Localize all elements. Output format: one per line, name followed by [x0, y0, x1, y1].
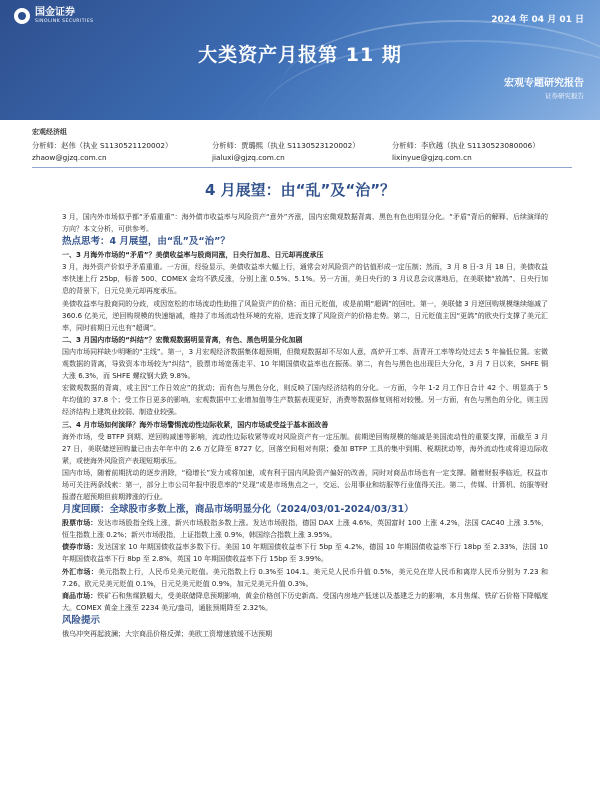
section-heading: 一、3 月海外市场的“矛盾”？美债收益率与股商同涨，日央行加息、日元却再度承压 — [62, 251, 324, 260]
section-paragraph: 国内市场，随着前期扰动的逐步消除，“稳增长”发力或将加速，或有利于国内风险资产偏好的改善，同时对商品市场也有一定支撑。随着财报季临近，权益市场可关注两条线索：第一，部分上市公司年报中股息率的“兑现”或是市场焦点之一，交运、公用事业和纺服等行业值得关注。第二，传媒、计算机、纺服等财报潜在超预期但前期滞涨的行业。 — [62, 468, 548, 502]
review-text: 发达市场股指全线上涨，新兴市场股指多数上涨。发达市场股指，德国 DAX 上涨 4.6%，英国富时 100 上涨 4.2%，法国 CAC40 上涨 3.5%，恒生指数上涨 0.2%；新兴市场股指，上证指数上涨 0.9%，韩国综合指数上涨 3.95%。 — [62, 519, 548, 540]
report-department: 证券研究报告 — [545, 92, 584, 100]
review-label: 股票市场： — [62, 519, 98, 528]
section-heading: 二、3 月国内市场的“纠结”？宏微观数据明显背离，有色、黑色明显分化加剧 — [62, 335, 303, 344]
analyst-3 — [392, 140, 572, 164]
monthly-review-heading: 月度回顾：全球股市多数上涨，商品市场明显分化（2024/03/01-2024/03/31） — [62, 504, 414, 516]
report-type: 宏观专题研究报告 — [504, 78, 584, 89]
analyst-line: 分析师：李欣越（执业 S1130523080006） — [392, 141, 540, 150]
analyst-1 — [32, 140, 212, 164]
logo-en: SINOLINK SECURITIES — [35, 19, 94, 24]
section-paragraph: 宏微观数据的背离，或主因“工作日效应”的扰动；而有色与黑色分化，则反映了国内经济结构的分化。一方面，今年 1-2 月工作日合计 42 个、明显高于 5 年均值的 37.8 个；受工作日更多的影响，宏观数据中工业增加值等生产数据表现更好，消费等数据修复则相对较慢。另一方面，有色与黑色的分化，则主因经济结构上建筑业较弱、制造业较强。 — [62, 384, 548, 417]
analyst-email[interactable]: zhaow@gjzq.com.cn — [32, 153, 107, 162]
logo-icon — [14, 8, 30, 24]
analyst-line: 分析师：贾璐熙（执业 S1130523120002） — [212, 141, 360, 150]
review-text: 发达国家 10 年期国债收益率多数下行。美国 10 年期国债收益率下行 5bp 至 4.2%，德国 10 年期国债收益率下行 18bp 至 2.33%，法国 10 年期国债收益率下行 8bp 至 2.8%，英国 10 年期国债收益率下行 15bp 至 3.99%。 — [62, 543, 548, 564]
document-title: 4 月展望：由“乱”及“治”？ — [204, 181, 396, 199]
report-date: 2024 年 04 月 01 日 — [491, 15, 584, 25]
review-paragraph — [62, 566, 548, 590]
analyst-email[interactable]: jialuxi@gjzq.com.cn — [212, 153, 285, 162]
section-heading: 三、4 月市场如何演绎？海外市场警惕流动性边际收紧，国内市场或受益于基本面改善 — [62, 420, 329, 429]
analyst-email[interactable]: lixinyue@gjzq.com.cn — [392, 153, 472, 162]
review-label: 债券市场： — [62, 543, 98, 552]
review-label: 外汇市场： — [62, 567, 98, 576]
report-banner — [0, 0, 600, 120]
section-paragraph: 美债收益率与股商同的分歧，或因宽松的市场流动性助推了风险资产的价格；而日元贬值，或是前期“超调”的回吐。第一，美联储 3 月逆回购规模继续缩减了 360.6 亿美元，逆回购规模的快速缩减，维持了市场流动性环境的充裕，进而支撑了风险资产的价格走势。第二，日元贬值主因“更鸽”的欧央行支撑了美元汇率，同时前期日元也有“超调”。 — [62, 299, 548, 332]
hot-topic-heading: 热点思考：4 月展望，由“乱”及“治”？ — [62, 236, 230, 248]
risk-heading: 风险提示 — [62, 614, 101, 626]
review-paragraph — [62, 541, 548, 565]
risk-text: 俄乌冲突再起波澜；大宗商品价格反弹；美欧工资增速放缓不达预期 — [62, 629, 272, 638]
intro-paragraph: 3 月，国内外市场似乎都“矛盾重重”：海外债市收益率与风险资产“意外”齐涨，国内宏微观数据背离、黑色有色也明显分化。“矛盾”背后的解释、后续演绎的方向？本文分析，可供参考。 — [62, 213, 548, 234]
divider — [32, 167, 572, 168]
report-body — [62, 211, 548, 640]
review-text: 铁矿石和焦煤跌幅大，受美联储降息预期影响，黄金价格创下历史新高。受国内房地产低迷以及基建乏力的影响，本月焦煤、铁矿石价格下降幅度大。COMEX 黄金上涨至 2234 美元/盎司，通胀预期降至 2.32%。 — [62, 591, 549, 612]
section-paragraph: 海外市场，受 BTFP 到期、逆回购减速等影响，流动性边际收紧等或对风险资产有一定压制。前期逆回购规模的缩减是美国流动性的重要支撑，而截至 3 月 27 日，美联储逆回购量已由去年年中的 2.6 万亿降至 8727 亿，回落空间相对有限；叠加 BTFP 工具的集中到期、税期扰动等，海外流动性或将迎边际收紧，或使海外风险资产表现短期承压。 — [62, 432, 548, 465]
analyst-block — [32, 127, 572, 164]
section-paragraph: 国内市场同样缺少明晰的“主线”。第一，3 月宏观经济数据集体超预期，但微观数据却不尽如人意，高炉开工率、沥青开工率等均处过去 5 年偏低位置。宏微观数据的背离，导致资本市场较为“纠结”，股票市场宽荡走平、10 年期国债收益率也在振荡。第二，有色与黑色也出现巨大分化，3 月 7 日以来，SHFE 铜大涨 6.3%，而 SHFE 螺纹钢大跌 9.8%。 — [62, 347, 548, 381]
team-name: 宏观经济组 — [32, 128, 67, 136]
logo-cn: 国金证券 — [35, 7, 75, 18]
review-text: 美元指数上行，人民币兑美元贬值。美元指数上行 0.3%至 104.1。美元兑人民币升值 0.5%，美元兑在岸人民币和离岸人民币分别为 7.23 和 7.26。欧元兑美元贬值 0.1%，日元兑美元贬值 0.9%，加元兑美元升值 0.3%。 — [62, 567, 548, 588]
review-paragraph — [62, 590, 548, 614]
analyst-2 — [212, 140, 392, 164]
section-paragraph: 3 月，海外资产价似乎矛盾重重。一方面，经验显示，美债收益率大幅上行，通常会对风险资产的估值形成一定压制；然而，3 月 8 日-3 月 18 日，美债收益率快速上行 25bp，标普 500、COMEX 金均不跌反涨，分别上涨 0.5%、5.1%。另一方面，美日央行的 3 月议息会议落地后，在美联储“放鸽”、日央行加息的背景下，日元兑美元却再度承压。 — [62, 263, 548, 296]
sinolink-logo — [14, 8, 94, 25]
review-paragraph — [62, 517, 548, 541]
analyst-line: 分析师：赵伟（执业 S1130521120002） — [32, 141, 173, 150]
review-label: 商品市场： — [62, 591, 98, 600]
report-title: 大类资产月报第 11 期 — [198, 44, 402, 66]
